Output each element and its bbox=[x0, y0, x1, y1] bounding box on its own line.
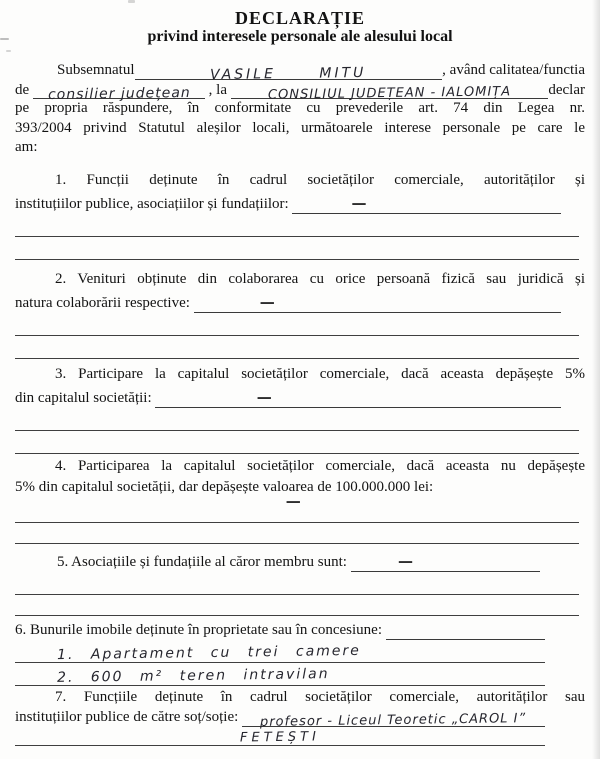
section-7-answer-line-2 bbox=[15, 727, 545, 746]
section-1-text-line-1: 1. Funcții deținute în cadrul societăților comerciale, autorităților și bbox=[55, 171, 585, 188]
handwritten-dash-answer: — bbox=[256, 387, 272, 406]
section-3-capital-over-5 bbox=[15, 364, 585, 454]
handwritten-dash-answer: — bbox=[285, 491, 301, 510]
section-2-text-line-2 bbox=[15, 290, 585, 313]
section-5-associations bbox=[15, 546, 585, 616]
section-4-answer-line bbox=[15, 491, 579, 523]
handwritten-name: VASILE MITU bbox=[210, 64, 367, 83]
ruled-blank-line bbox=[15, 214, 579, 237]
intro-line-4: 393/2004 privind Statutul aleșilor locali, următoarele interese personale pe care le bbox=[15, 119, 585, 136]
section-7-answer-blank bbox=[242, 710, 545, 730]
section-5-text-line bbox=[15, 546, 585, 572]
handwritten-city: FETEȘTI bbox=[239, 728, 321, 746]
ruled-blank-line bbox=[15, 408, 579, 431]
ruled-blank-line bbox=[15, 523, 579, 544]
intro-paragraph bbox=[15, 60, 585, 158]
intro-after-name-label: , având calitatea/functia bbox=[442, 62, 585, 79]
intro-line-2 bbox=[15, 80, 585, 103]
section-3-text-line-1: 3. Participare la capitalul societăților comerciale, dacă aceasta depășește 5% bbox=[55, 365, 585, 382]
institution-blank bbox=[231, 84, 549, 103]
section-1-functions bbox=[15, 170, 585, 260]
section-7-text-line-2 bbox=[15, 707, 585, 730]
section-6-real-estate bbox=[15, 618, 585, 686]
document-subtitle: privind interesele personale ale alesului local bbox=[147, 28, 453, 45]
section-3-label: din capitalul societății: bbox=[15, 390, 156, 407]
section-4-text-line-2: 5% din capitalul societății, dar depășește valoarea de 100.000.000 lei: bbox=[15, 478, 434, 495]
intro-la-label: , la bbox=[204, 81, 231, 98]
intro-de-label: de bbox=[15, 81, 33, 98]
ruled-blank-line bbox=[15, 237, 579, 260]
section-6-answer-line-1 bbox=[15, 640, 545, 663]
handwritten-dash-answer: — bbox=[351, 193, 367, 212]
section-2-incomes bbox=[15, 269, 585, 359]
handwritten-position: consilier județean bbox=[47, 85, 191, 103]
handwritten-institution: CONSILIUL JUDEȚEAN - IALOMIȚA bbox=[267, 84, 512, 103]
intro-line-3: pe propria răspundere, în conformitate cu prevederile art. 74 din Legea nr. bbox=[15, 100, 585, 116]
ruled-blank-line bbox=[15, 572, 579, 595]
section-4-capital-under-5 bbox=[15, 456, 585, 544]
ruled-blank-line bbox=[15, 746, 545, 759]
scan-artifact bbox=[6, 50, 11, 52]
section-6-text-line bbox=[15, 618, 585, 640]
intro-line-5: am: bbox=[15, 139, 38, 155]
scan-artifact bbox=[0, 38, 9, 40]
section-6-answer-line-2 bbox=[15, 663, 545, 686]
intro-line-1 bbox=[15, 60, 585, 83]
section-1-text-line-2 bbox=[15, 191, 585, 214]
section-6-label: 6. Bunurile imobile deținute în proprietate sau în concesiune: bbox=[15, 622, 386, 639]
section-5-label: 5. Asociațiile și fundațiile al căror membru sunt: bbox=[57, 554, 351, 571]
intro-declar-label: declar bbox=[548, 81, 585, 98]
handwritten-property-2: 2. 600 m² teren intravilan bbox=[56, 665, 330, 686]
handwritten-dash-answer: — bbox=[259, 292, 275, 311]
name-blank bbox=[135, 64, 443, 83]
intro-subsemnatul-label: Subsemnatul bbox=[57, 62, 135, 79]
scan-artifact bbox=[128, 0, 135, 3]
section-2-label: natura colaborării respective: bbox=[15, 295, 194, 312]
position-blank bbox=[33, 85, 205, 103]
ruled-blank-line bbox=[15, 431, 579, 454]
ruled-blank-line bbox=[15, 336, 579, 359]
ruled-blank-line bbox=[15, 313, 579, 336]
section-7-text-line-1: 7. Funcțiile deținute în cadrul societăților comerciale, autorităților sau bbox=[55, 688, 585, 705]
section-7-spouse-functions bbox=[15, 688, 585, 759]
handwritten-property-1: 1. Apartament cu trei camere bbox=[56, 642, 361, 663]
section-2-text-line-1: 2. Venituri obținute din colaborarea cu orice persoană fizică sau juridică și bbox=[55, 270, 585, 287]
section-4-text-line-1: 4. Participarea la capitalul societăților comerciale, dacă aceasta nu depășește bbox=[55, 457, 585, 474]
section-7-label: instituțiilor publice de către soț/soție: bbox=[15, 709, 243, 726]
scan-edge-shadow bbox=[592, 0, 600, 759]
document-title: DECLARAȚIE bbox=[234, 8, 366, 28]
section-3-text-line-2 bbox=[15, 385, 585, 408]
ruled-blank-line bbox=[15, 595, 579, 616]
section-1-label: instituțiilor publice, asociațiilor și fundațiilor: bbox=[15, 196, 293, 213]
handwritten-dash-answer: — bbox=[398, 551, 414, 570]
handwritten-spouse-function: profesor - Liceul Teoretic „CAROL I” bbox=[260, 710, 527, 730]
